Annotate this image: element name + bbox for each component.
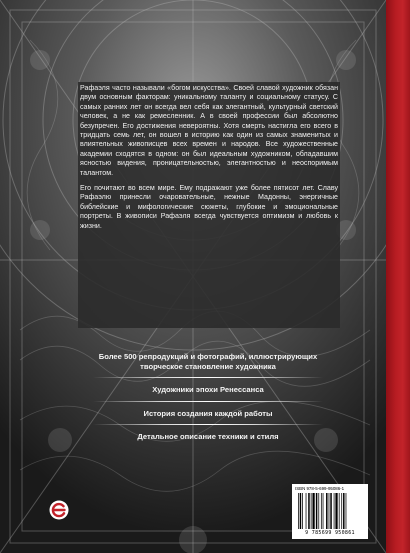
barcode	[292, 484, 368, 539]
feature-list	[88, 352, 328, 442]
barcode-digits: 9 785699 950861	[305, 530, 355, 536]
feature-item: Художники эпохи Ренессанса	[152, 385, 264, 395]
description-text	[80, 84, 338, 237]
barcode-bars	[298, 493, 362, 529]
feature-item: История создания каждой работы	[143, 408, 273, 418]
description-paragraph-1: Рафаэля часто называли «богом искусства». Своей славой художник обязан двум основным факторам: уникальному таланту и социальному статусу. С самых ранних лет он всегда вел себя как элегантный, культурный светский человек, а не как ремесленник. А в своей профессии был абсолютно безупречен. Его достижения невероятны. Хотя смерть настигла его всего в тридцать семь лет, он вошел в историю как один из самых знаменитых и влиятельных живописцев всех времен и народов. Все художественные академии сходятся в одном: он был идеальным художником, обладавшим ясностью видения, проницательностью, элегантностью и неоспоримым талантом.	[80, 84, 338, 177]
isbn-label: ISBN 978-5-699-95086-1	[295, 486, 345, 491]
divider-line	[93, 377, 323, 378]
divider-line	[93, 401, 323, 402]
feature-item: Более 500 репродукций и фотографий, иллюстрирующих творческое становление художника	[98, 352, 318, 371]
red-spine-strip	[386, 0, 410, 553]
divider-line	[93, 424, 323, 425]
description-paragraph-2: Его почитают во всем мире. Ему подражают уже более пятисот лет. Славу Рафаэлю принесли очаровательные, нежные Мадонны, энергичные библейские и мифологические сюжеты, глубокие и эмоциональные портреты. В живописи Рафаэля всегда чувствуется оптимизм и любовь к жизни.	[80, 184, 338, 230]
eksmo-e-icon	[49, 500, 69, 520]
feature-item: Детальное описание техники и стиля	[137, 432, 279, 442]
